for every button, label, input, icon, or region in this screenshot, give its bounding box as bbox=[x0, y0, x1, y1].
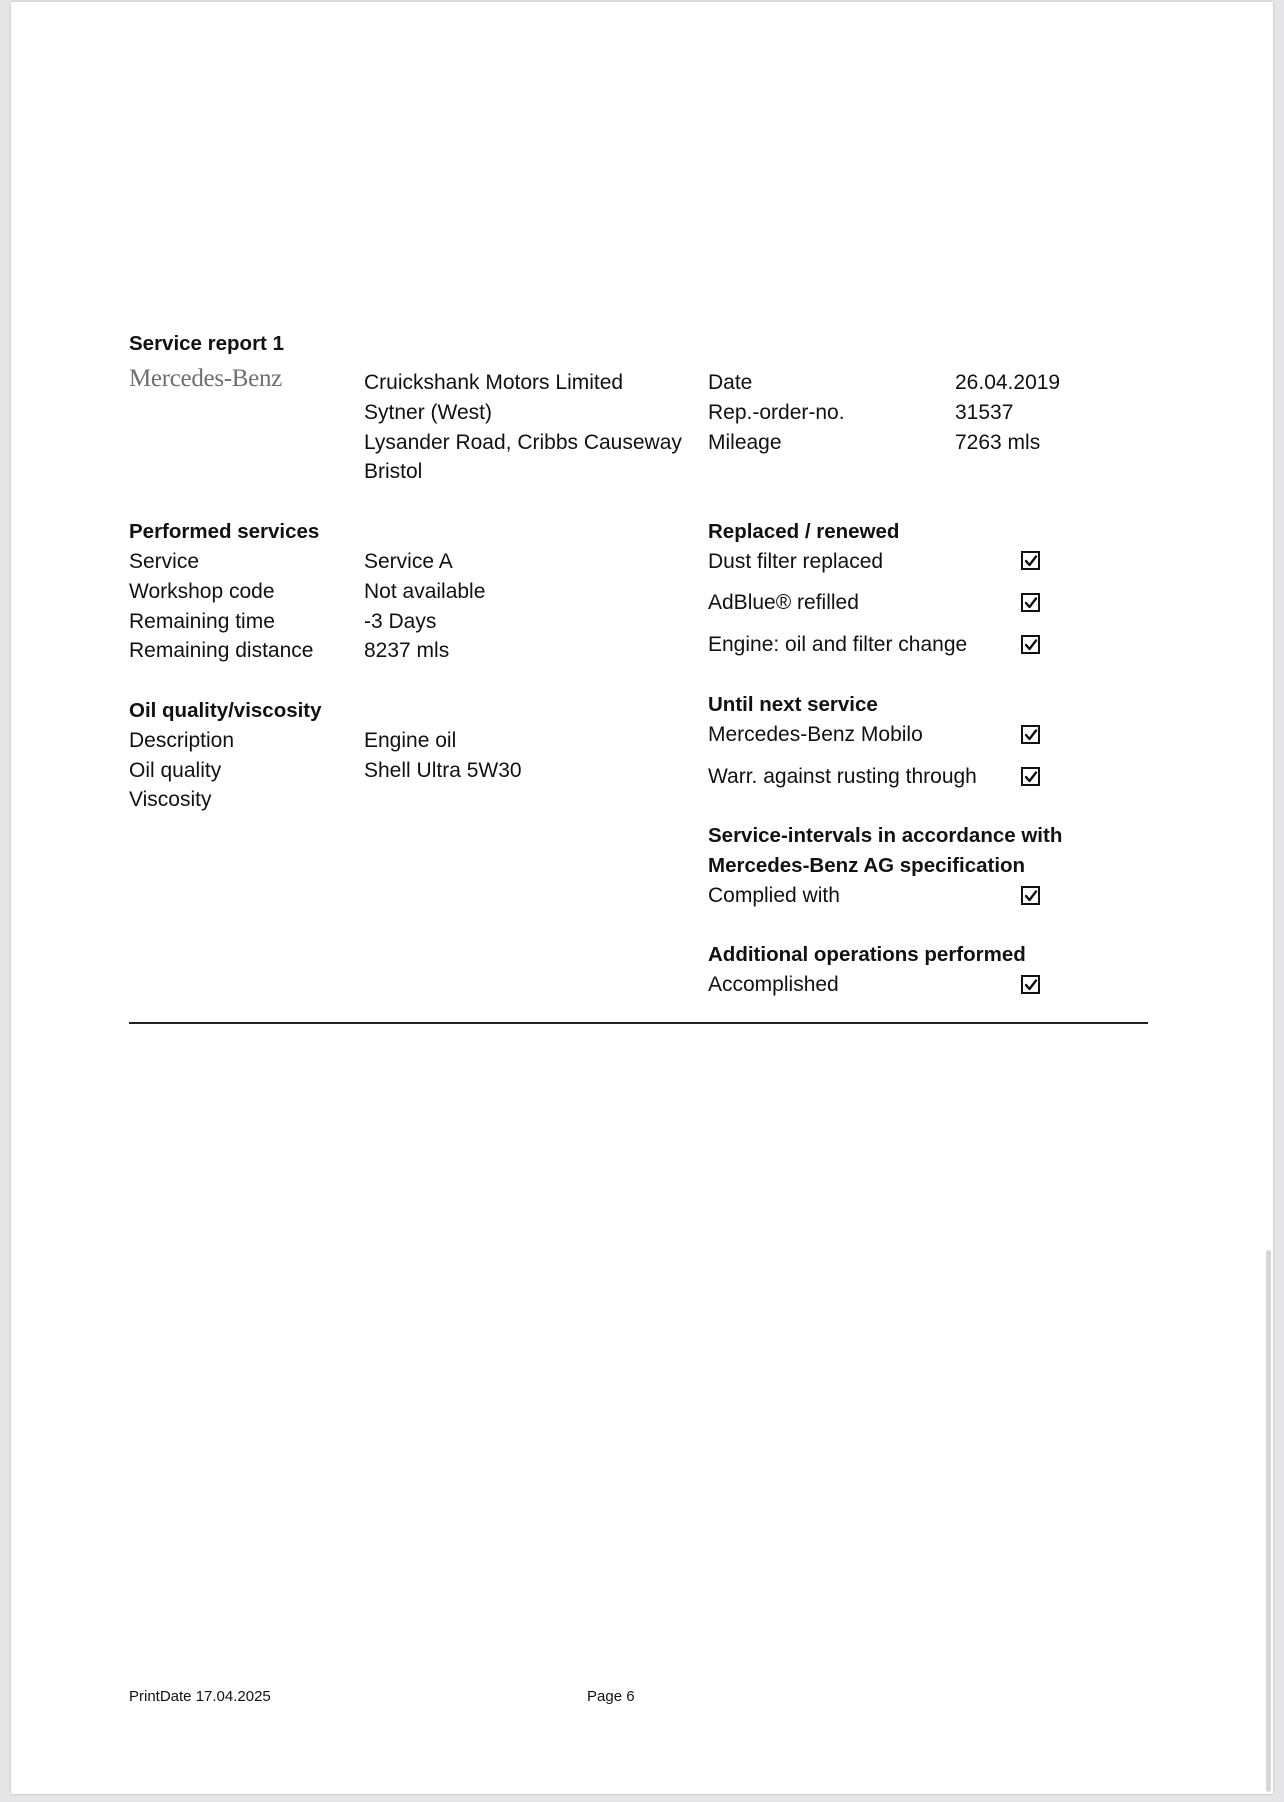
page-number: Page 6 bbox=[587, 1688, 635, 1705]
performed-value: -3 Days bbox=[364, 610, 437, 633]
performed-label: Remaining time bbox=[129, 610, 275, 633]
report-title: Service report 1 bbox=[129, 332, 284, 355]
oil-value: Engine oil bbox=[364, 729, 457, 752]
oil-label: Description bbox=[129, 729, 235, 752]
dealer-name: Cruickshank Motors Limited bbox=[364, 371, 624, 394]
oil-value: Shell Ultra 5W30 bbox=[364, 759, 522, 782]
additional-item-label: Accomplished bbox=[708, 973, 839, 996]
replaced-item-label: Engine: oil and filter change bbox=[708, 633, 968, 656]
checkmark-icon bbox=[1024, 770, 1038, 784]
dealer-address: Lysander Road, Cribbs Causeway bbox=[364, 431, 682, 454]
print-date: PrintDate 17.04.2025 bbox=[129, 1688, 271, 1705]
checkmark-icon bbox=[1024, 889, 1038, 903]
mileage-value: 7263 mls bbox=[955, 431, 1041, 454]
performed-label: Remaining distance bbox=[129, 639, 314, 662]
next-service-item-label: Mercedes-Benz Mobilo bbox=[708, 723, 923, 746]
oil-label: Oil quality bbox=[129, 759, 222, 782]
checkmark-icon bbox=[1024, 554, 1038, 568]
performed-value: Service A bbox=[364, 550, 453, 573]
performed-heading: Performed services bbox=[129, 520, 320, 543]
replaced-heading: Replaced / renewed bbox=[708, 520, 900, 543]
performed-value: Not available bbox=[364, 580, 486, 603]
checkbox[interactable] bbox=[1021, 551, 1040, 570]
intervals-heading-line2: Mercedes-Benz AG specification bbox=[708, 854, 1026, 877]
order-label: Rep.-order-no. bbox=[708, 401, 845, 424]
checkbox[interactable] bbox=[1021, 635, 1040, 654]
checkmark-icon bbox=[1024, 978, 1038, 992]
next-service-heading: Until next service bbox=[708, 693, 878, 716]
intervals-item-label: Complied with bbox=[708, 884, 840, 907]
brand-logo-text: Mercedes-Benz bbox=[129, 365, 282, 392]
vertical-scrollbar[interactable] bbox=[1266, 1250, 1271, 1792]
document-page bbox=[11, 2, 1273, 1794]
checkmark-icon bbox=[1024, 596, 1038, 610]
mileage-label: Mileage bbox=[708, 431, 782, 454]
oil-heading: Oil quality/viscosity bbox=[129, 699, 322, 722]
order-value: 31537 bbox=[955, 401, 1014, 424]
intervals-heading-line1: Service-intervals in accordance with bbox=[708, 824, 1063, 847]
checkmark-icon bbox=[1024, 728, 1038, 742]
oil-label: Viscosity bbox=[129, 788, 212, 811]
checkbox[interactable] bbox=[1021, 767, 1040, 786]
replaced-item-label: AdBlue® refilled bbox=[708, 591, 859, 614]
date-value: 26.04.2019 bbox=[955, 371, 1061, 394]
performed-value: 8237 mls bbox=[364, 639, 450, 662]
date-label: Date bbox=[708, 371, 753, 394]
performed-label: Service bbox=[129, 550, 200, 573]
dealer-branch: Sytner (West) bbox=[364, 401, 492, 424]
checkmark-icon bbox=[1024, 638, 1038, 652]
checkbox[interactable] bbox=[1021, 886, 1040, 905]
additional-heading: Additional operations performed bbox=[708, 943, 1026, 966]
checkbox[interactable] bbox=[1021, 593, 1040, 612]
checkbox[interactable] bbox=[1021, 725, 1040, 744]
section-divider bbox=[129, 1022, 1148, 1024]
replaced-item-label: Dust filter replaced bbox=[708, 550, 884, 573]
checkbox[interactable] bbox=[1021, 975, 1040, 994]
next-service-item-label: Warr. against rusting through bbox=[708, 765, 977, 788]
dealer-city: Bristol bbox=[364, 460, 423, 483]
performed-label: Workshop code bbox=[129, 580, 275, 603]
